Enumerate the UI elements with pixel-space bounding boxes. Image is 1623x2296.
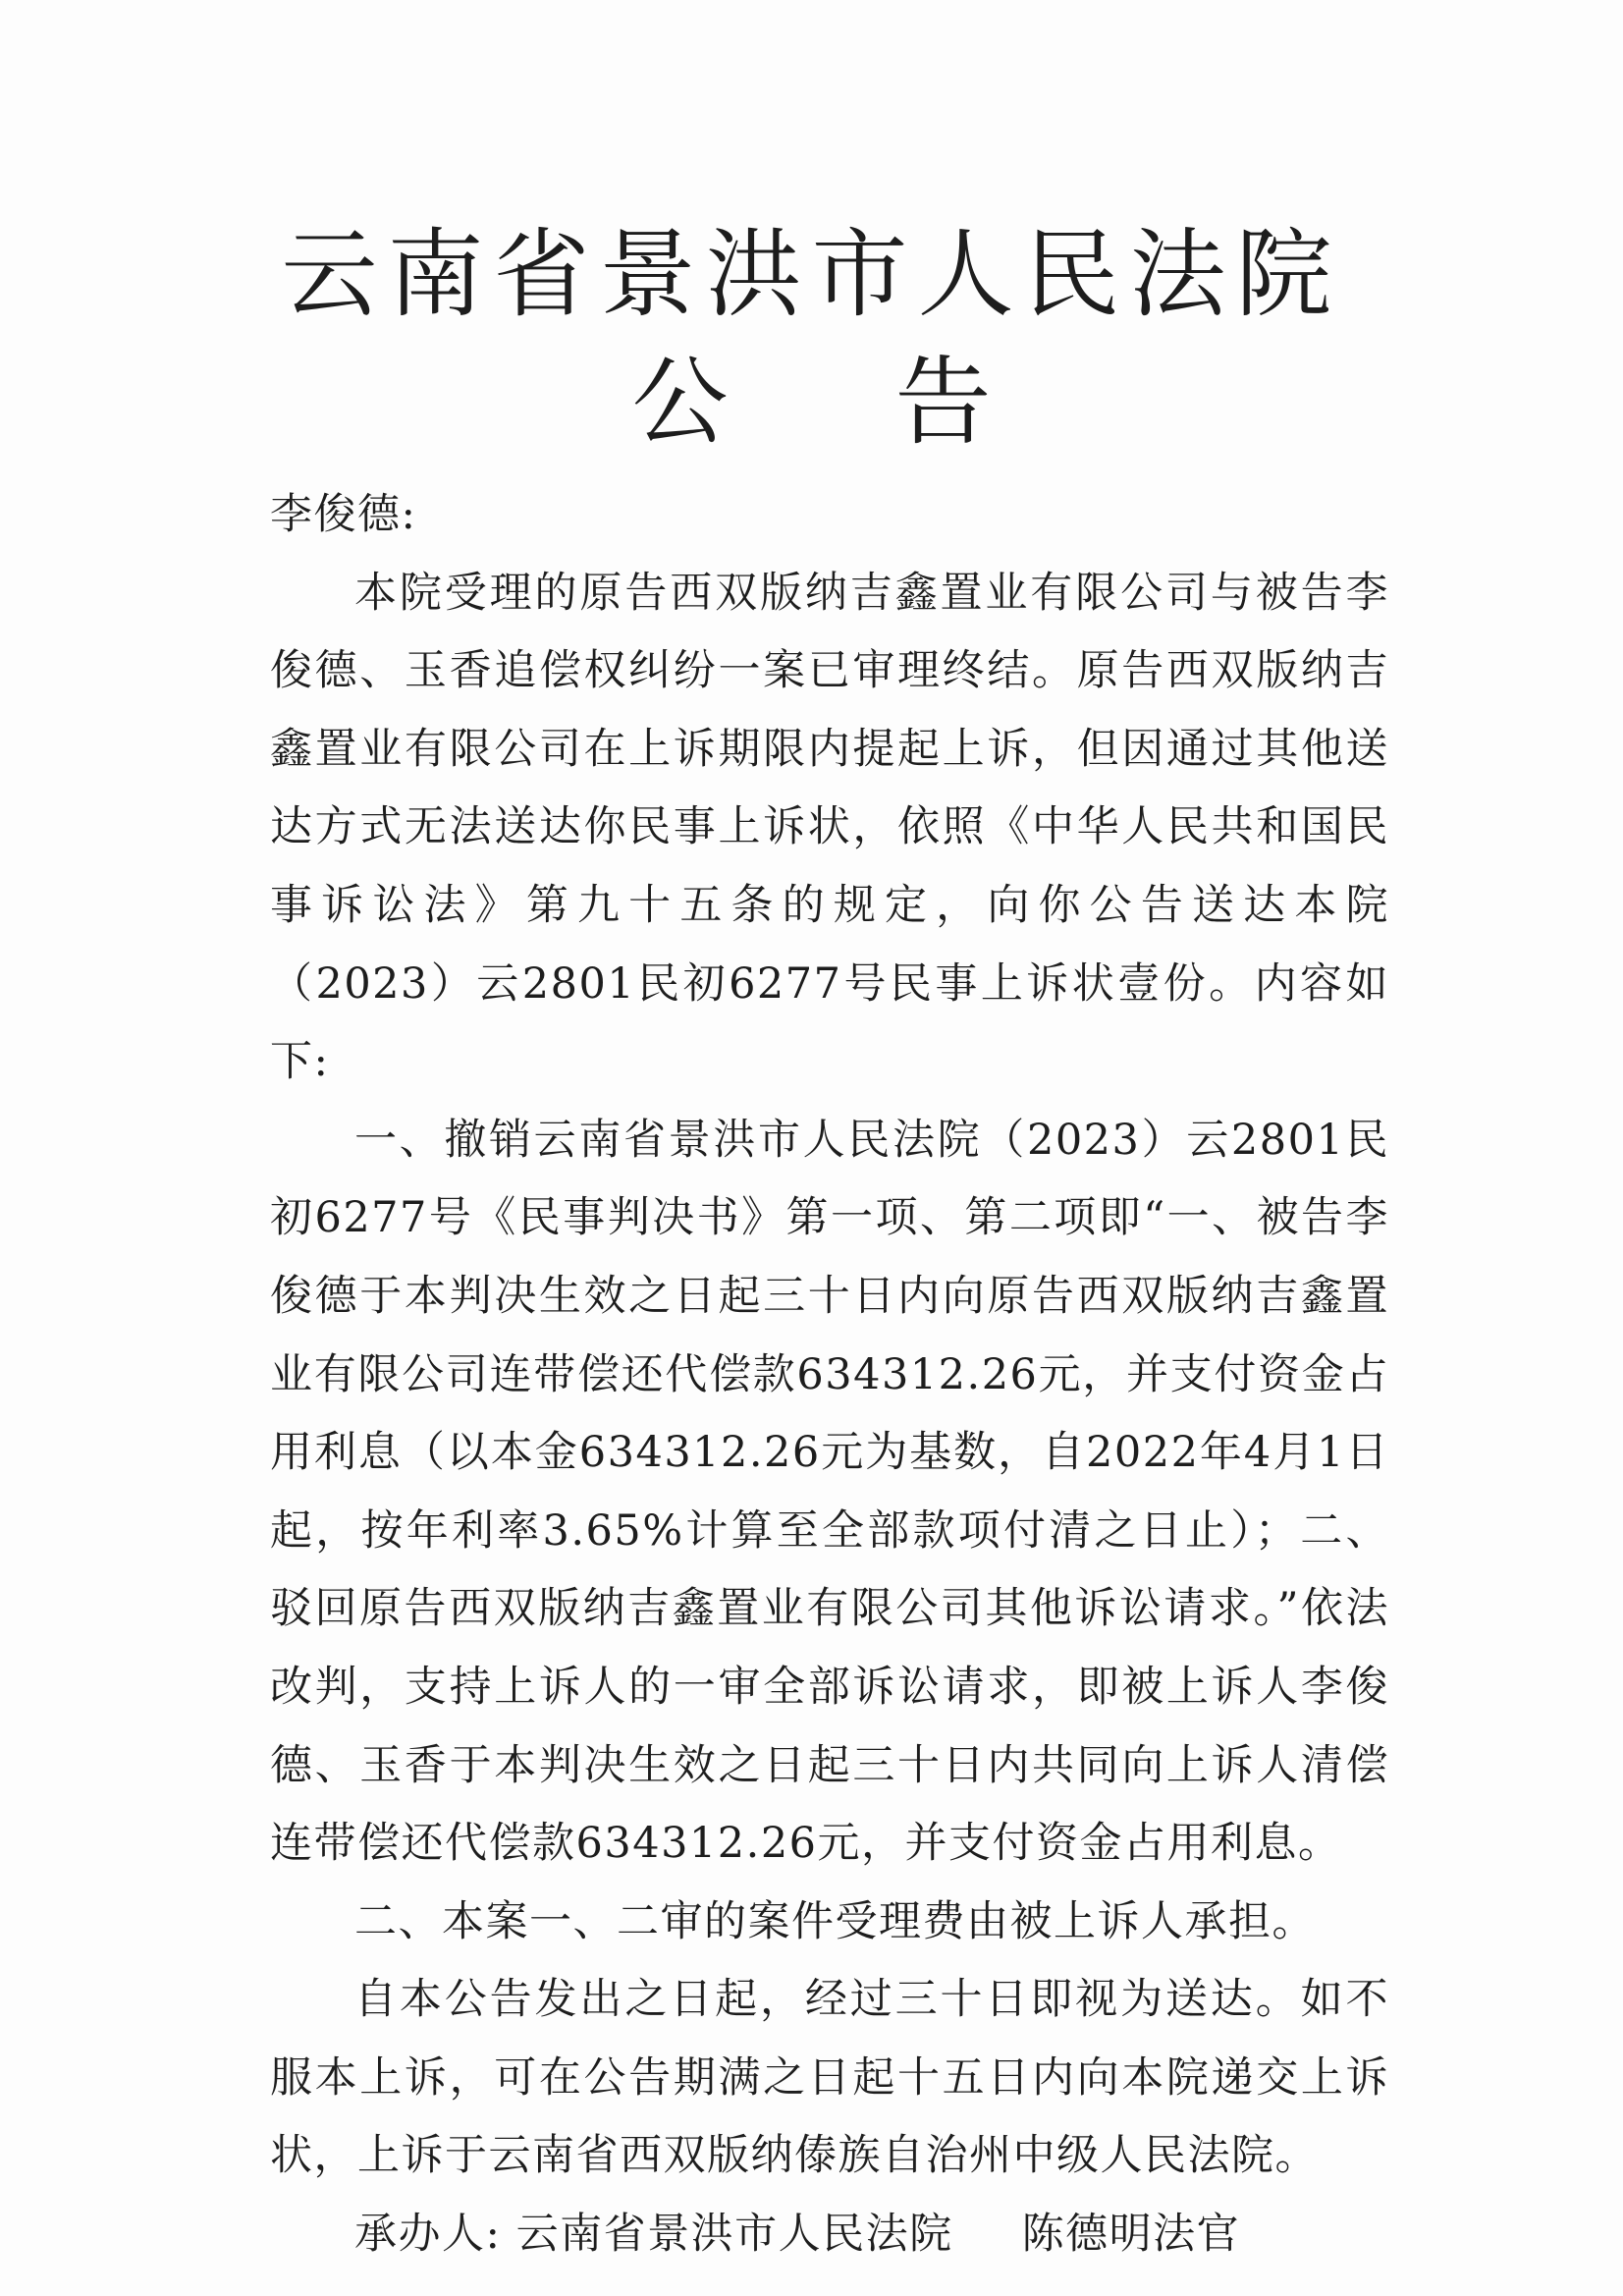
court-name-heading: 云南省景洪市人民法院	[281, 219, 1342, 331]
signature-line	[270, 2196, 1389, 2274]
signature-judge: 陈德明法官	[1021, 2210, 1241, 2260]
paragraph-appeal-request-2: 二、本案一、二审的案件受理费由被上诉人承担。	[354, 1896, 1316, 1946]
paragraph-case-intro: 本院受理的原告西双版纳吉鑫置业有限公司与被告李俊德、玉香追偿权纠纷一案已审理终结。原告西双版纳吉鑫置业有限公司在上诉期限内提起上诉，但因通过其他送达方式无法送达你民事上诉状，依照《中华人民共和国民事诉讼法》第九十五条的规定，向你公告送达本院（2023）云2801民初6277号民事上诉状壹份。内容如下:	[270, 568, 1389, 1087]
paragraph-appeal-request-1: 一、撤销云南省景洪市人民法院（2023）云2801民初6277号《民事判决书》第一项、第二项即“一、被告李俊德于本判决生效之日起三十日内向原告西双版纳吉鑫置业有限公司连带偿还代偿款634312.26元，并支付资金占用利息（以本金634312.26元为基数，自2022年4月1日起，按年利率3.65%计算至全部款项付清之日止）；二、驳回原告西双版纳吉鑫置业有限公司其他诉讼请求。”依法改判，支持上诉人的一审全部诉讼请求，即被上诉人李俊德、玉香于本判决生效之日起三十日内共同向上诉人清偿连带偿还代偿款634312.26元，并支付资金占用利息。	[270, 1115, 1389, 1869]
notice-title: 公告	[631, 347, 1159, 459]
notice-body	[270, 476, 1389, 2274]
paragraph-service-notice: 自本公告发出之日起，经过三十日即视为送达。如不服本上诉，可在公告期满之日起十五日内向本院递交上诉状，上诉于云南省西双版纳傣族自治州中级人民法院。	[270, 1975, 1389, 2181]
salutation: 李俊德:	[270, 490, 417, 539]
signature-court: 承办人: 云南省景洪市人民法院	[354, 2210, 953, 2260]
